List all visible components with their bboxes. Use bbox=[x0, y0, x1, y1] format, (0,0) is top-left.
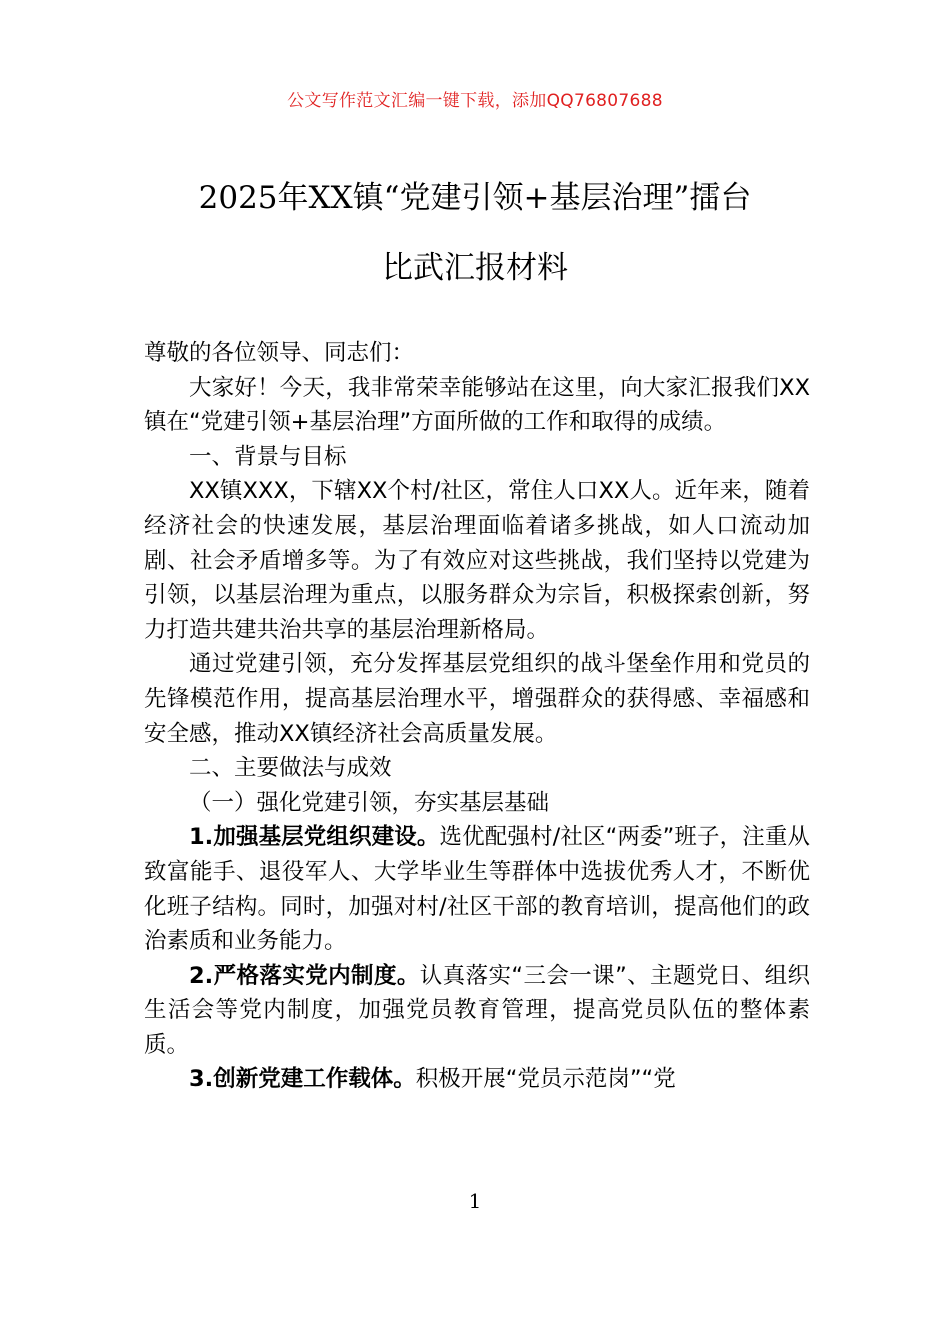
salutation: 尊敬的各位领导、同志们： bbox=[144, 340, 415, 366]
document-title-line-2: 比武汇报材料 bbox=[382, 250, 568, 286]
section-1-heading: 一、背景与目标 bbox=[189, 443, 347, 470]
item-2-paragraph bbox=[144, 959, 810, 1063]
subsection-1-heading: （一）强化党建引领，夯实基层基础 bbox=[189, 789, 550, 816]
section-2-heading: 二、主要做法与成效 bbox=[189, 755, 392, 782]
item-1-lead: 1.加强基层党组织建设。 bbox=[189, 824, 440, 851]
item-1-paragraph bbox=[144, 820, 810, 958]
header-download-note: 公文写作范文汇编一键下载，添加QQ76807688 bbox=[287, 91, 663, 111]
page-number: 1 bbox=[468, 1189, 482, 1213]
item-3-lead: 3.创新党建工作载体。 bbox=[189, 1066, 416, 1093]
intro-paragraph: 大家好！今天，我非常荣幸能够站在这里，向大家汇报我们XX镇在“党建引领+基层治理”方面所做的工作和取得的成绩。 bbox=[144, 374, 810, 436]
item-2-text: 认真落实“三会一课”、主题党日、组织生活会等党内制度，加强党员教育管理，提高党员队伍的整体素质。 bbox=[144, 962, 810, 1058]
document-title-line-1: 2025年XX镇“党建引领+基层治理”擂台 bbox=[198, 180, 752, 216]
item-3-text: 积极开展“党员示范岗”“党 bbox=[415, 1066, 676, 1093]
background-paragraph: XX镇XXX，下辖XX个村/社区，常住人口XX人。近年来，随着经济社会的快速发展，基层治理面临着诸多挑战，如人口流动加剧、社会矛盾增多等。为了有效应对这些挑战，我们坚持以党建为引领，以基层治理为重点，以服务群众为宗旨，积极探索创新，努力打造共建共治共享的基层治理新格局。 bbox=[144, 478, 810, 643]
goal-paragraph: 通过党建引领，充分发挥基层党组织的战斗堡垒作用和党员的先锋模范作用，提高基层治理水平，增强群众的获得感、幸福感和安全感，推动XX镇经济社会高质量发展。 bbox=[144, 651, 810, 747]
item-2-lead: 2.严格落实党内制度。 bbox=[189, 962, 420, 989]
item-1-text: 选优配强村/社区“两委”班子，注重从致富能手、退役军人、大学毕业生等群体中选拔优秀人才，不断优化班子结构。同时，加强对村/社区干部的教育培训，提高他们的政治素质和业务能力。 bbox=[144, 824, 810, 955]
document-body bbox=[144, 336, 810, 1097]
item-3-paragraph bbox=[144, 1062, 810, 1097]
